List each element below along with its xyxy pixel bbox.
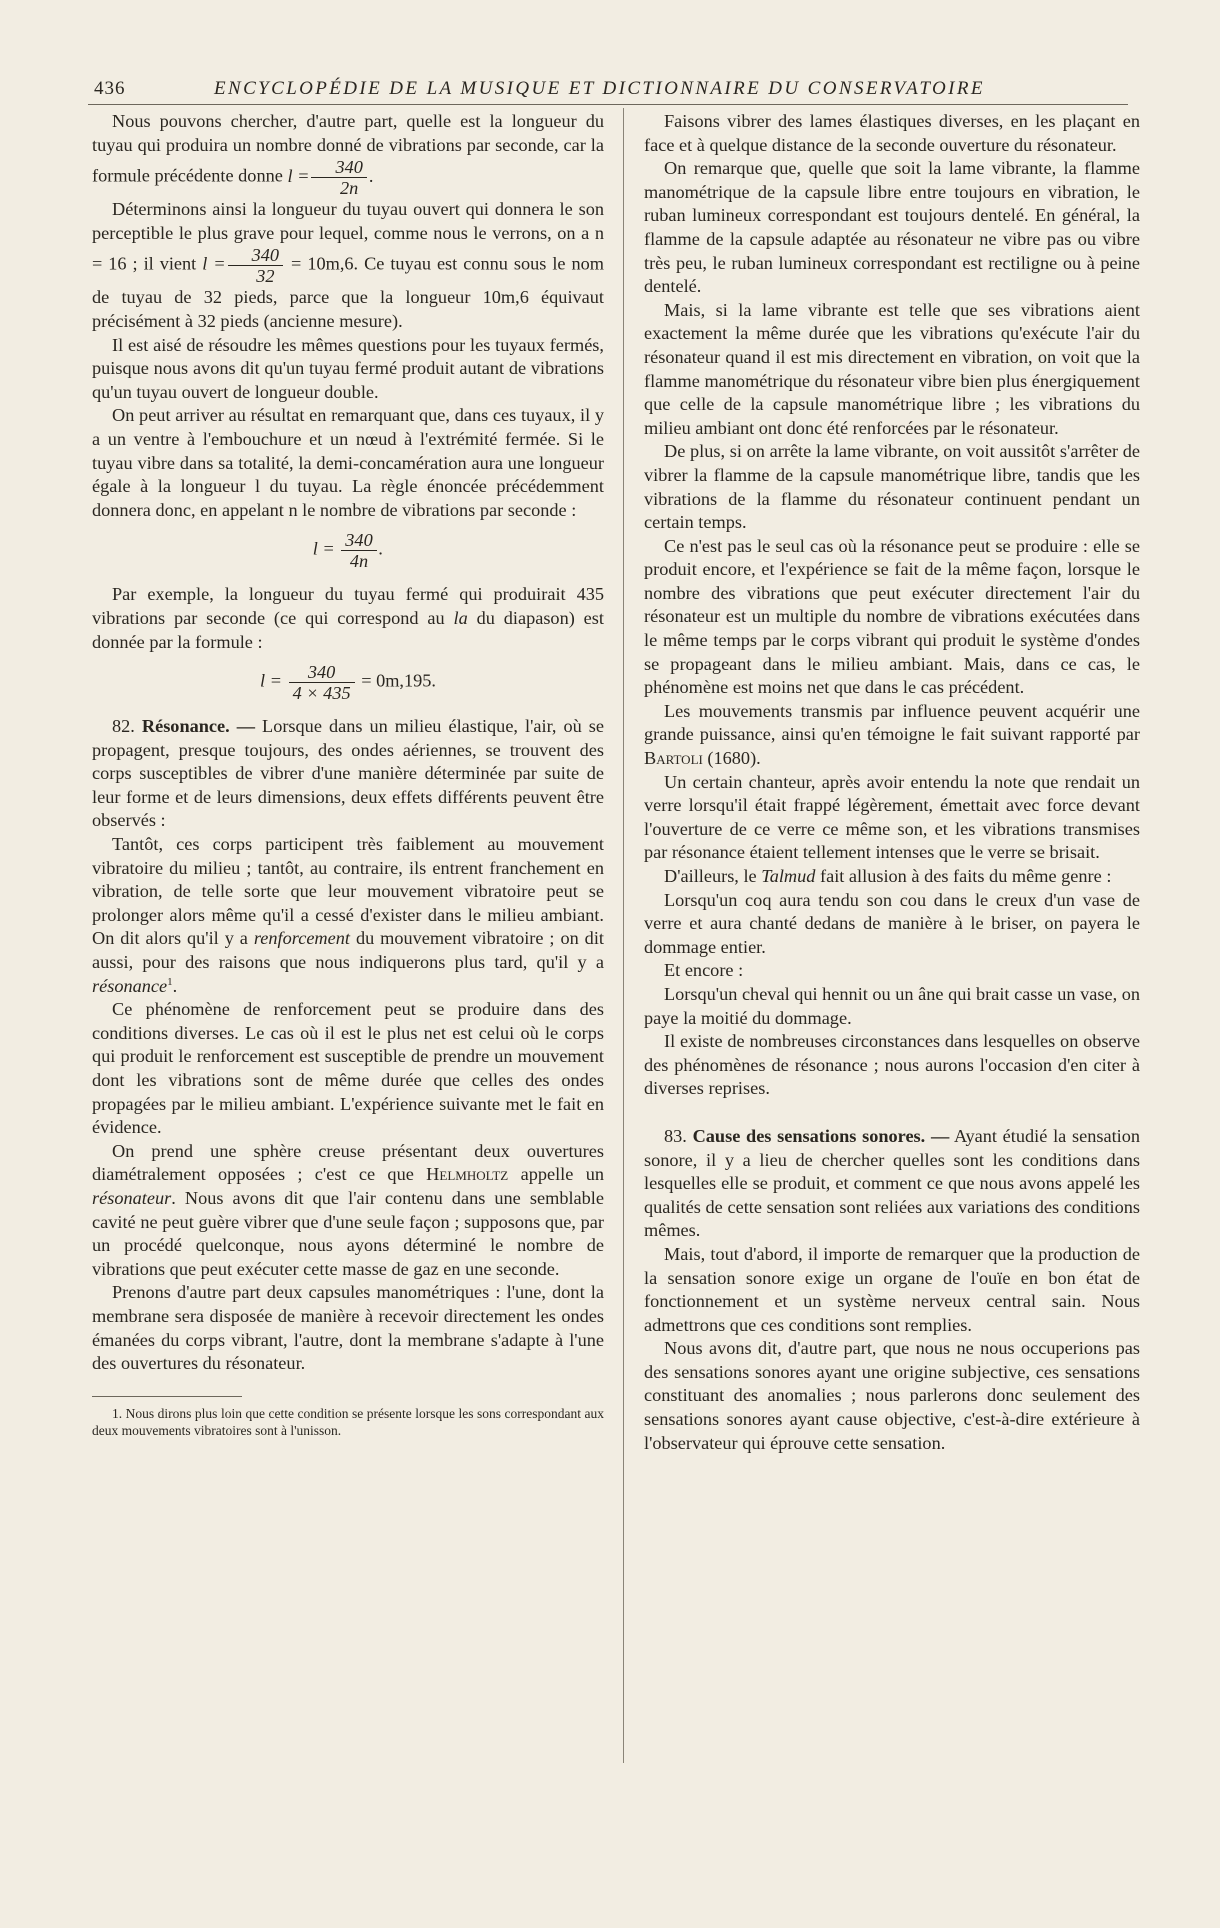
formula-lhs: l = bbox=[259, 670, 282, 691]
fraction-denominator: 2n bbox=[340, 178, 359, 199]
paragraph: Ce n'est pas le seul cas où la résonance peut se produire : elle se produit encore, et l'expérience se fait de la même façon, lorsque le nombre des vibrations que peut exécuter directement l'air du résonateur est un multiple du nombre de vibrations exécutées dans le même temps par le corps vibrant qui produit le système d'ondes se propageant dans le milieu ambiant. Mais, dans ce cas, le phénomène est moins net que dans le cas précédent. bbox=[644, 535, 1140, 698]
text: . Nous avons dit que l'air contenu dans une semblable cavité ne peut guère vibrer que d'une seule façon ; supposons que, par un procédé quelconque, nous ayons déterminé le nombre de vibrations que peut exécuter cette masse de gaz en une seconde. bbox=[92, 1187, 604, 1279]
paragraph: Mais, si la lame vibrante est telle que ses vibrations aient exactement la même durée que les vibrations qu'exécute l'air du résonateur quand il est mis directement en vibration, on voit que la flamme manométrique du résonateur vibre bien plus énergiquement que celle de la capsule manométrique libre ; les vibrations du milieu ambiant ont donc été renforcées par le résonateur. bbox=[644, 299, 1140, 438]
text: du diapason) est donnée par la formule : bbox=[92, 607, 604, 652]
text: Ayant étudié la sensation sonore, il y a lieu de chercher quelles sont les conditions dans lesquelles elle se produit, et comment ce que nous avons appelé les qualités de cette sensation sont reliées aux variations des conditions mêmes. bbox=[644, 1125, 1141, 1241]
paragraph bbox=[92, 583, 604, 654]
section-83 bbox=[644, 1125, 1140, 1243]
paragraph: Mais, tout d'abord, il importe de remarquer que la production de la sensation sonore exige un organe de l'ouïe en bon état de fonctionnement et un système nerveux central sain. Nous admettrons que ces conditions sont remplies. bbox=[644, 1243, 1140, 1335]
emphasis: résonance bbox=[92, 975, 168, 996]
text: Lorsque dans un milieu élastique, l'air, où se propagent, presque toujours, des ondes aériennes, se trouvent des corps susceptibles de vibrer d'une manière déterminée par suite de leur forme et de leurs dimensions, deux effets différents peuvent être observés : bbox=[92, 716, 605, 831]
text: fait allusion à des faits du même genre : bbox=[820, 866, 1112, 886]
footnote bbox=[92, 1405, 604, 1439]
person-name: Helmholtz bbox=[426, 1164, 509, 1185]
text: (1680). bbox=[707, 748, 761, 769]
text: du mouvement vibratoire ; on dit aussi, pour des raisons que nous indiquerons plus tard, qu'il y a bbox=[92, 928, 604, 973]
footnote-mark: 1. bbox=[112, 1405, 123, 1421]
text: On prend une sphère creuse présentant deux ouvertures diamétralement opposées ; c'est ce que bbox=[92, 1140, 604, 1185]
paragraph bbox=[92, 110, 604, 198]
formula-lhs: l = bbox=[202, 254, 226, 275]
page-header bbox=[88, 72, 1128, 105]
section-number: 82. bbox=[112, 716, 135, 737]
emphasis: la bbox=[453, 607, 468, 628]
text: appelle un bbox=[520, 1164, 604, 1185]
footnote-text: Nous dirons plus loin que cette condition se présente lorsque les sons correspondant aux deux mouvements vibratoires sont à l'unisson. bbox=[92, 1405, 604, 1438]
section-title: Résonance. — bbox=[141, 716, 256, 737]
quotation: Lorsqu'un cheval qui hennit ou un âne qui brait casse un vase, on paye la moitié du dommage. bbox=[644, 983, 1140, 1028]
paragraph: Et encore : bbox=[664, 960, 744, 981]
paragraph bbox=[92, 198, 604, 333]
formula: l = $\frac{340}{4n}$ . bbox=[312, 530, 384, 572]
emphasis: Talmud bbox=[761, 866, 816, 886]
fraction-denominator: 4 × 435 bbox=[292, 683, 351, 704]
paragraph bbox=[92, 833, 604, 998]
formula-lhs: l = bbox=[287, 165, 310, 186]
paragraph bbox=[644, 865, 1140, 889]
text: Déterminons ainsi la longueur du tuyau ouvert qui donnera le son perceptible le plus grave pour lequel, comme nous le verrons, on a n = 16 ; il vient bbox=[92, 199, 604, 275]
paragraph: De plus, si on arrête la lame vibrante, on voit aussitôt s'arrêter de vibrer la flamme de la capsule manométrique libre, tandis que les vibrations de la flamme du résonateur continuent pendant un certain temps. bbox=[644, 441, 1140, 533]
paragraph: Ce phénomène de renforcement peut se produire dans des conditions diverses. Le cas où il est le plus net est celui où le corps qui produit le renforcement est susceptible de prendre un mouvement dont les vibrations sont de même durée que celles des ondes propagées par le milieu ambiant. L'expérience suivante met le fait en évidence. bbox=[92, 999, 604, 1138]
text: Les mouvements transmis par influence peuvent acquérir une grande puissance, ainsi qu'en témoigne le fait suivant rapporté par bbox=[644, 700, 1140, 745]
left-column bbox=[92, 110, 604, 1439]
paragraph: On remarque que, quelle que soit la lame vibrante, la flamme manométrique de la capsule libre entre toujours en vibration, le ruban lumineux correspondant est toujours dentelé. En général, la flamme de la capsule adaptée au résonateur ne vibre pas ou vibre très peu, le ruban lumineux correspondant est rectiligne ou à peine dentelé. bbox=[644, 158, 1140, 297]
fraction-numerator: 340 bbox=[228, 245, 283, 266]
footnote-rule bbox=[92, 1396, 242, 1397]
text: . bbox=[172, 975, 178, 996]
fraction-denominator: 32 bbox=[256, 266, 275, 287]
formula-lhs: l = bbox=[312, 539, 335, 560]
person-name: Bartoli bbox=[644, 748, 703, 769]
fraction-denominator: 4n bbox=[349, 551, 369, 572]
column-divider bbox=[623, 108, 624, 1763]
right-column bbox=[644, 110, 1140, 1455]
text: Nous pouvons chercher, d'autre part, quelle est la longueur du tuyau qui produira un nombre donné de vibrations par seconde, car la formule précédente donne bbox=[92, 111, 604, 186]
paragraph: Nous avons dit, d'autre part, que nous ne nous occuperions pas des sensations sonores ayant une origine subjective, ces sensations constituant des anomalies ; nous parlerons donc seulement des sensations sonores ayant cause objective, c'est-à-dire extérieure à l'observateur qui éprouve cette sensation. bbox=[644, 1338, 1140, 1453]
text: = 10m,6. Ce tuyau est connu sous le nom de tuyau de 32 pieds, parce que la longueur 10m,6 équivaut précisément à 32 pieds (ancienne mesure). bbox=[92, 254, 605, 331]
paragraph: On peut arriver au résultat en remarquant que, dans ces tuyaux, il y a un ventre à l'embouchure et un nœud à l'extrémité fermée. Si le tuyau vibre dans sa totalité, la demi-concamération aura une longueur égale à la longueur l du tuyau. La règle énoncée précédemment donnera donc, en appelant n le nombre de vibrations par seconde : bbox=[92, 405, 604, 520]
emphasis: résonateur bbox=[92, 1187, 172, 1208]
quotation: Lorsqu'un coq aura tendu son cou dans le creux d'un vase de verre et aura chanté dedans de manière à le briser, on payera le dommage entier. bbox=[644, 889, 1140, 957]
section-number: 83. bbox=[664, 1125, 687, 1146]
emphasis: renforcement bbox=[253, 928, 350, 949]
paragraph: Il existe de nombreuses circonstances dans lesquelles on observe des phénomènes de résonance ; nous aurons l'occasion d'en citer à diverses reprises. bbox=[644, 1031, 1140, 1099]
page-number: 436 bbox=[94, 78, 126, 99]
formula-inline: l = $\frac{340}{2n}$ . bbox=[287, 157, 374, 199]
fraction bbox=[289, 662, 355, 703]
paragraph bbox=[644, 700, 1140, 771]
section-title: Cause des sensations sonores. — bbox=[692, 1125, 950, 1146]
paragraph: Faisons vibrer des lames élastiques diverses, en les plaçant en face et à quelque distance de la seconde ouverture du résonateur. bbox=[644, 111, 1140, 155]
footnote-ref: 1 bbox=[167, 975, 173, 988]
text: D'ailleurs, le bbox=[664, 866, 757, 886]
fraction bbox=[341, 530, 376, 571]
fraction-numerator: 340 bbox=[311, 157, 366, 178]
paragraph bbox=[92, 1140, 604, 1282]
section-82 bbox=[92, 715, 604, 833]
fraction bbox=[228, 245, 283, 286]
paragraph: Un certain chanteur, après avoir entendu la note que rendait un verre lorsqu'il était frappé légèrement, émettait avec force devant l'ouverture de ce verre ce même son, et les vibrations transmises par résonance étaient tellement intenses que le verre se brisait. bbox=[644, 771, 1140, 863]
paragraph: Il est aisé de résoudre les mêmes questions pour les tuyaux fermés, puisque nous avons dit qu'un tuyau fermé produit autant de vibrations qu'un tuyau ouvert de longueur double. bbox=[92, 334, 604, 402]
fraction-numerator: 340 bbox=[289, 662, 355, 683]
running-title: ENCYCLOPÉDIE DE LA MUSIQUE ET DICTIONNAIRE DU CONSERVATOIRE bbox=[214, 78, 985, 99]
formula bbox=[92, 662, 604, 703]
fraction bbox=[311, 157, 366, 198]
text: Tantôt, ces corps participent très faiblement au mouvement vibratoire du milieu ; tantôt, au contraire, ils entrent franchement en vibration, de telle sorte que leur mouvement vibratoire peut se prolonger alors même qu'il a cessé d'exister dans le milieu ambiant. On dit alors qu'il y a bbox=[92, 834, 604, 949]
text: Par exemple, la longueur du tuyau fermé qui produirait 435 vibrations par seconde (ce qui correspond au bbox=[92, 584, 604, 628]
paragraph: Prenons d'autre part deux capsules manométriques : l'une, dont la membrane sera disposée de manière à recevoir directement les ondes émanées du corps vibrant, l'autre, dont la membrane s'adapte à l'une des ouvertures du résonateur. bbox=[92, 1282, 604, 1374]
fraction-numerator: 340 bbox=[341, 530, 376, 551]
formula-rhs: = 0m,195. bbox=[361, 670, 436, 691]
